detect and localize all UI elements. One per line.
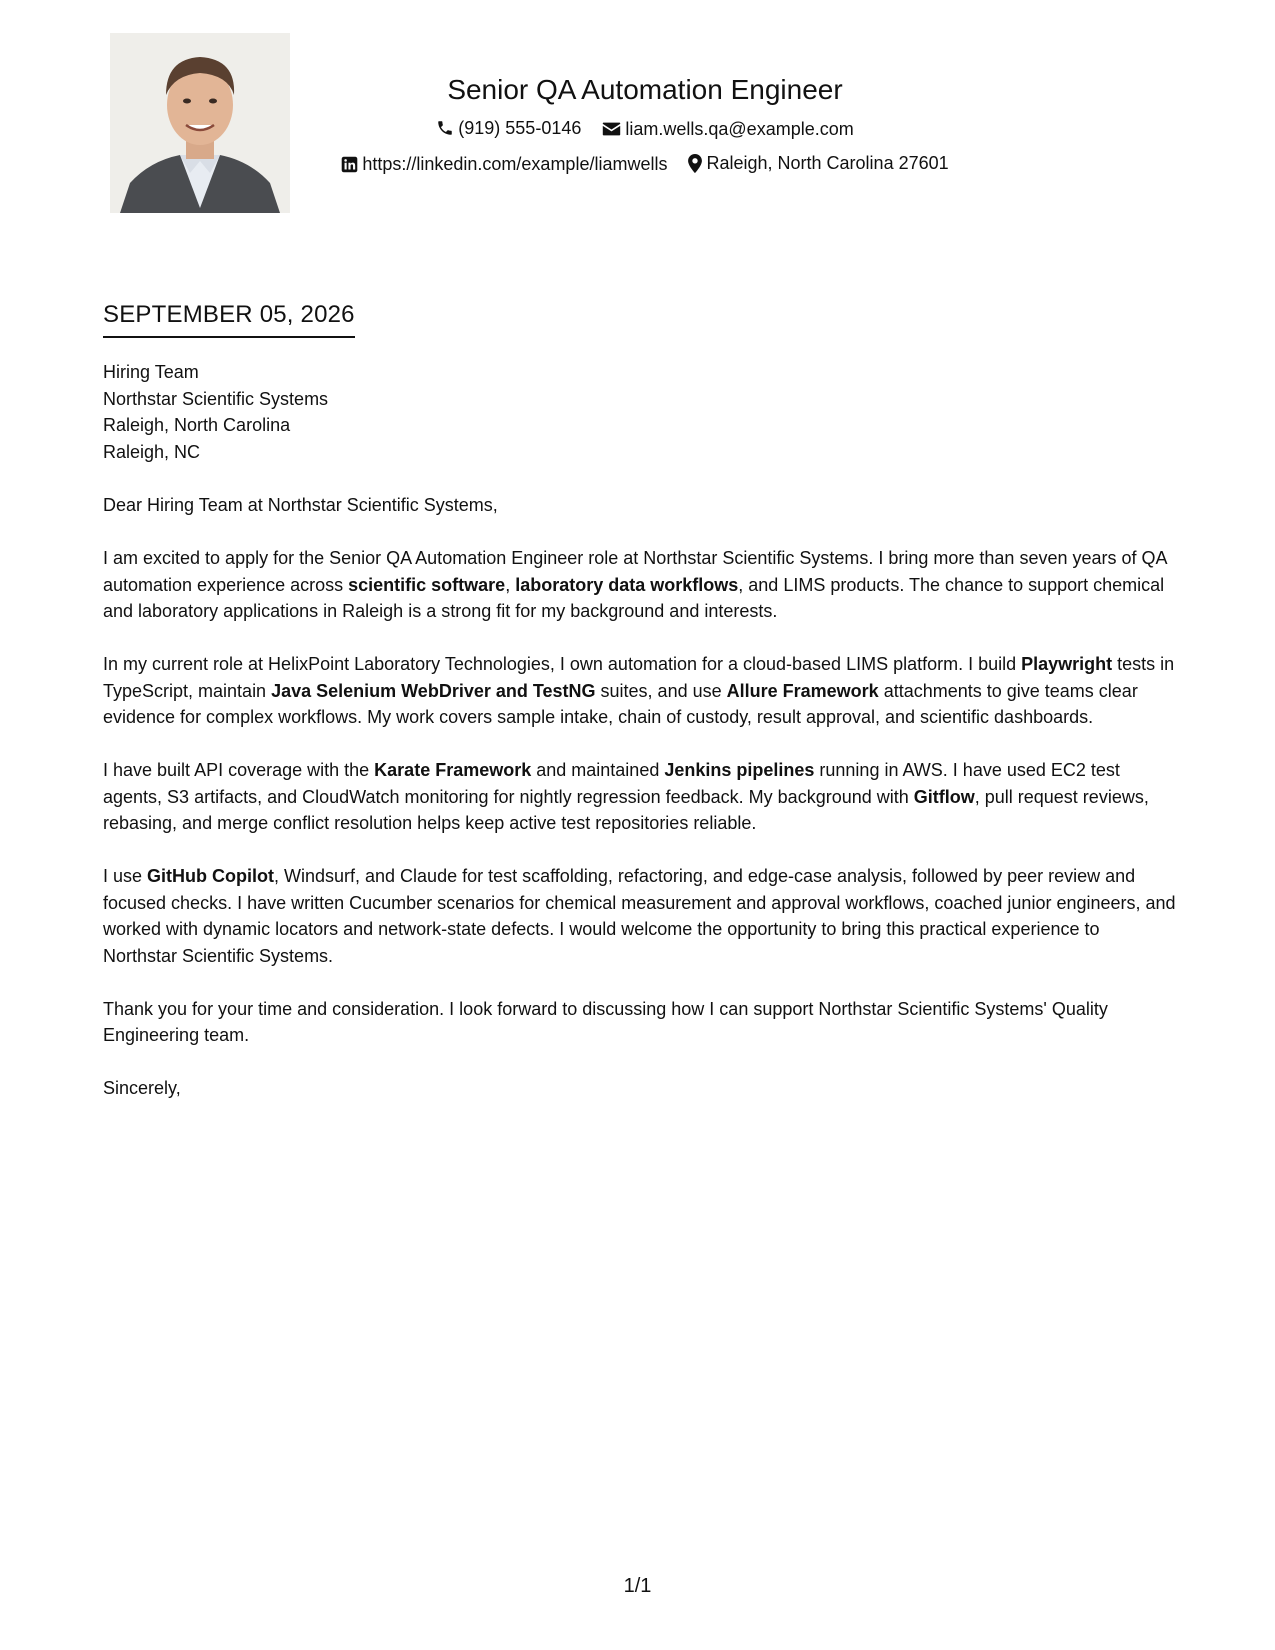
profile-photo [110,33,290,213]
linkedin-url: https://linkedin.com/example/liamwells [362,154,668,174]
recipient-line: Hiring Team [103,362,199,382]
bold-keyword: GitHub Copilot [147,866,274,886]
phone-number: (919) 555-0146 [458,118,582,138]
paragraph-text: , pull request reviews, rebasing, and merge conflict resolution helps keep active test repositories reliable. [103,786,1149,833]
envelope-icon [602,121,621,137]
email-contact[interactable] [602,113,853,145]
paragraph-text: , [505,574,516,595]
paragraph-text: In my current role at HelixPoint Laboratory Technologies, I own automation for a cloud-based LIMS platform. I build [103,654,1022,674]
bold-keyword: Java Selenium WebDriver and TestNG [271,680,596,701]
page-number: 1/1 [623,1575,652,1597]
bold-keyword: scientific software [348,574,506,595]
paragraph-api-coverage [103,757,1178,837]
paragraph-text: suites, and use [595,680,727,701]
contact-line-2 [300,147,990,183]
email-address: liam.wells.qa@example.com [625,119,854,139]
paragraph-intro [103,545,1178,625]
location-contact [688,147,948,179]
contact-line-1 [300,112,990,147]
job-title: Senior QA Automation Engineer [447,74,843,105]
recipient-line: Raleigh, NC [103,441,201,462]
paragraph-current-role [103,651,1178,731]
portrait-image [110,33,290,213]
paragraph-text: , Windsurf, and Claude for test scaffolding, refactoring, and edge-case analysis, followed by peer review and focused checks. I have written Cucumber scenarios for chemical measurement and approval workflows, coached junior engineers, and worked with dynamic locators and network-state defects. I would welcome the opportunity to bring this practical experience to Northstar Scientific Systems. [103,866,1176,966]
recipient-line: Raleigh, North Carolina [103,415,291,435]
recipient-line: Northstar Scientific Systems [103,388,329,409]
paragraph-text: and maintained [531,760,665,780]
letter-body [103,492,1178,1128]
map-marker-icon [688,154,702,173]
letter-date: SEPTEMBER 05, 2026 [103,298,355,338]
paragraph-ai-tools [103,863,1178,969]
bold-keyword: Karate Framework [374,760,532,780]
paragraph-text: I am excited to apply for the Senior QA Automation Engineer role at Northstar Scientific Systems. I bring more than seven years of QA automation experience across [103,548,1167,595]
paragraph-text: I use [103,866,148,886]
bold-keyword: Gitflow [913,786,975,807]
header [300,68,990,183]
paragraph-text: running in AWS. I have used EC2 test agents, S3 artifacts, and CloudWatch monitoring for nightly regression feedback. My background with [103,760,1120,807]
bold-keyword: laboratory data workflows [515,574,739,595]
paragraph-text: I have built API coverage with the [103,760,375,780]
bold-keyword: Playwright [1021,654,1113,674]
paragraph-text: tests in TypeScript, maintain [103,654,1175,701]
phone-contact[interactable] [436,112,581,144]
paragraph-text: attachments to give teams clear evidence for complex workflows. My work covers sample intake, chain of custody, result approval, and scientific dashboards. [103,680,1138,727]
closing: Sincerely, [103,1078,181,1098]
linkedin-contact[interactable] [341,148,667,180]
salutation: Dear Hiring Team at Northstar Scientific Systems, [103,495,498,515]
paragraph-text: , and LIMS products. The chance to support chemical and laboratory applications in Raleigh is a strong fit for my background and interests. [103,574,1165,621]
paragraph-thank-you: Thank you for your time and consideration. I look forward to discussing how I can support Northstar Scientific Systems' Quality Engineering team. [103,998,1108,1045]
linkedin-icon [341,156,358,173]
location-text: Raleigh, North Carolina 27601 [706,153,949,173]
phone-icon [436,119,454,137]
recipient-address [103,359,328,465]
bold-keyword: Jenkins pipelines [664,760,815,780]
bold-keyword: Allure Framework [726,680,879,701]
